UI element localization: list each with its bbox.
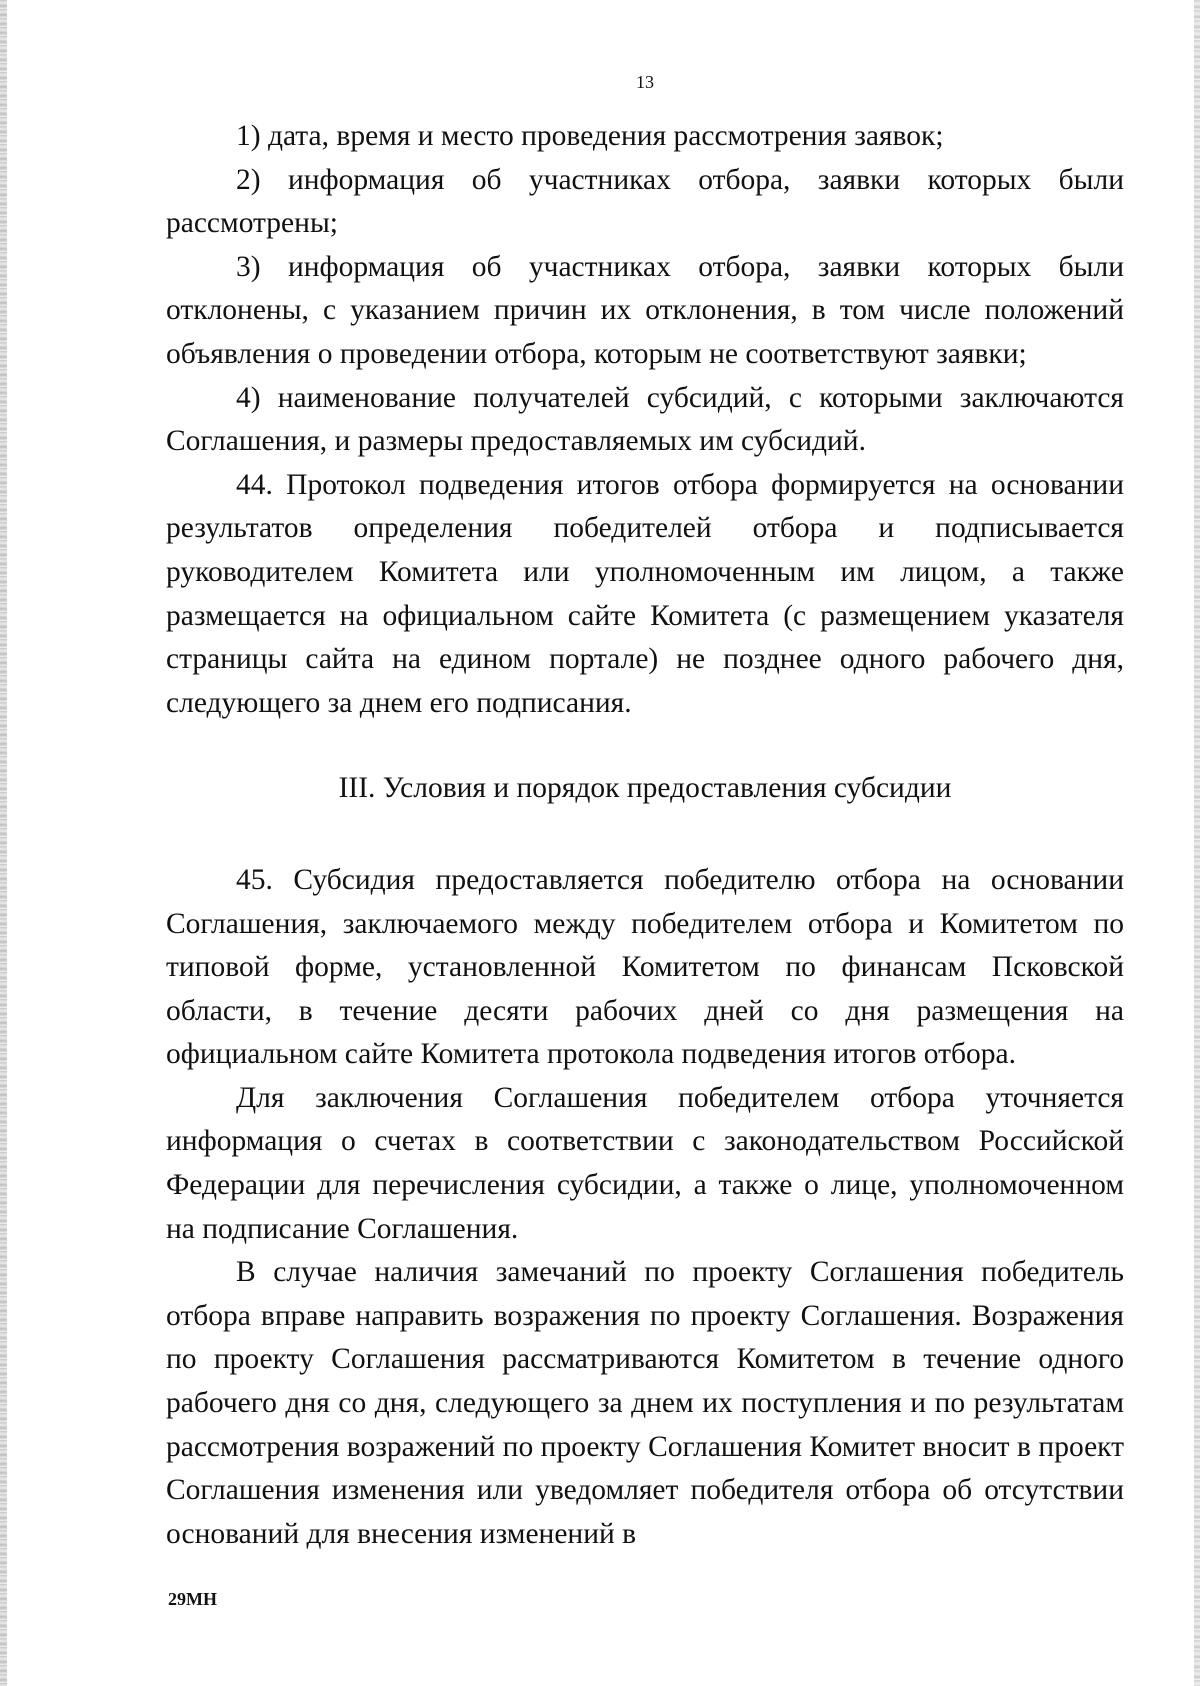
clause-45: 45. Субсидия предоставляется победителю отбора на основании Соглашения, заключаемого между победителем отбора и Комитетом по типовой форме, установленной Комитетом по финансам Псковской области, в течение десяти рабочих дней со дня размещения на официальном сайте Комитета протокола подведения итогов отбора. xyxy=(166,863,1124,1071)
page-number: 13 xyxy=(636,72,654,92)
scan-edge-left xyxy=(0,0,7,1686)
scan-edge-right xyxy=(1194,0,1200,1686)
list-item-1: 1) дата, время и место проведения рассмотрения заявок; xyxy=(236,120,944,152)
list-item-3: 3) информация об участниках отбора, заявки которых были отклонены, с указанием причин их отклонения, в том числе положений объявления о проведении отбора, которым не соответствуют заявки; xyxy=(166,250,1124,370)
list-item-2: 2) информация об участниках отбора, заявки которых были рассмотрены; xyxy=(166,163,1124,240)
document-code: 29МН xyxy=(168,1589,217,1609)
list-item-4: 4) наименование получателей субсидий, с которыми заключаются Соглашения, и размеры предоставляемых им субсидий. xyxy=(166,381,1124,458)
clause-45-objections: В случае наличия замечаний по проекту Соглашения победитель отбора вправе направить возражения по проекту Соглашения. Возражения по проекту Соглашения рассматриваются Комитетом в течение одного рабочего дня со дня, следующего за днем их поступления и по результатам рассмотрения возражений по проекту Соглашения Комитет вносит в проект Соглашения изменения или уведомляет победителя отбора об отсутствии оснований для внесения изменений в xyxy=(166,1256,1124,1550)
clause-44: 44. Протокол подведения итогов отбора формируется на основании результатов определения победителей отбора и подписывается руководителем Комитета или уполномоченным им лицом, а также размещается на официальном сайте Комитета (с размещением указателя страницы сайта на едином портале) не позднее одного рабочего дня, следующего за днем его подписания. xyxy=(166,468,1124,719)
document-body xyxy=(166,115,1124,1556)
clause-45-account-info: Для заключения Соглашения победителем отбора уточняется информация о счетах в соответствии с законодательством Российской Федерации для перечисления субсидии, а также о лице, уполномоченном на подписание Соглашения. xyxy=(166,1081,1124,1245)
section-heading: III. Условия и порядок предоставления субсидии xyxy=(338,772,952,805)
